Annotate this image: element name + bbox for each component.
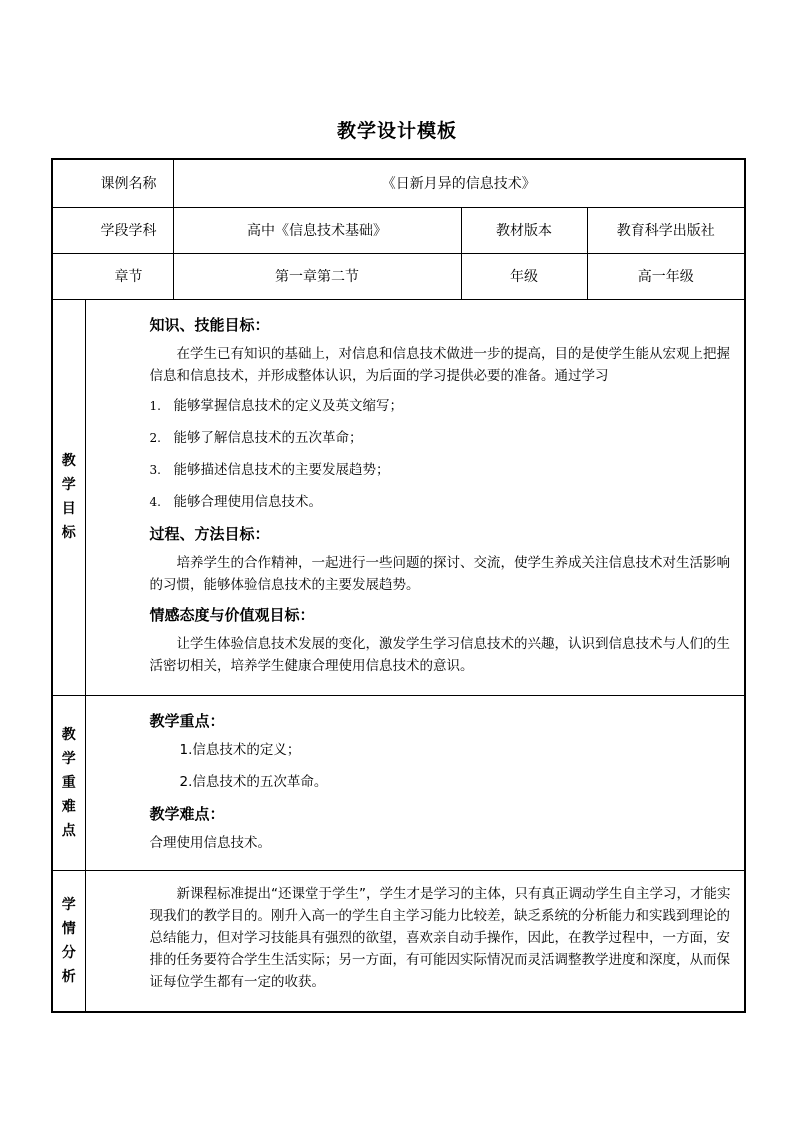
emotion-paragraph: 让学生体验信息技术发展的变化，激发学生学习信息技术的兴趣，认识到信息技术与人们的生活密切相关，培养学生健康合理使用信息技术的意识。 [149, 635, 730, 674]
teaching-goals-side-label: 教 学 目 标 [52, 299, 85, 695]
row-subject [52, 207, 745, 253]
key-item: 2.信息技术的五次革命。 [179, 773, 328, 790]
lesson-name-label: 课例名称 [52, 159, 173, 207]
row-student-analysis [52, 870, 745, 1012]
list-item: 2. 能够了解信息技术的五次革命； [149, 429, 363, 446]
textbook-label: 教材版本 [461, 207, 587, 253]
list-item: 3. 能够描述信息技术的主要发展趋势； [149, 461, 390, 478]
document-title: 教学设计模板 [336, 120, 457, 142]
difficulty-text: 合理使用信息技术。 [149, 834, 271, 851]
key-item: 1.信息技术的定义； [179, 741, 301, 758]
student-analysis-side-label: 学 情 分 析 [52, 870, 85, 1012]
process-paragraph: 培养学生的合作精神，一起进行一些问题的探讨、交流，使学生养成关注信息技术对生活影响的习惯，能够体验信息技术的主要发展趋势。 [149, 554, 730, 593]
difficulty-heading: 教学难点： [149, 804, 225, 823]
subject-label: 学段学科 [52, 207, 173, 253]
grade-label: 年级 [461, 253, 587, 299]
chapter-value: 第一章第二节 [173, 253, 461, 299]
textbook-value: 教育科学出版社 [587, 207, 745, 253]
row-chapter [52, 253, 745, 299]
key-points-content [85, 695, 745, 870]
emotion-heading: 情感态度与价值观目标： [149, 605, 315, 624]
student-analysis-content [85, 870, 745, 1012]
key-heading: 教学重点： [149, 711, 225, 730]
subject-value: 高中《信息技术基础》 [173, 207, 461, 253]
teaching-goals-content [85, 299, 745, 695]
list-item: 1. 能够掌握信息技术的定义及英文缩写； [149, 397, 403, 414]
key-points-side-label: 教 学 重 难 点 [52, 695, 85, 870]
row-teaching-goals [52, 299, 745, 695]
process-heading: 过程、方法目标： [149, 524, 270, 543]
chapter-label: 章节 [52, 253, 173, 299]
knowledge-paragraph: 在学生已有知识的基础上，对信息和信息技术做进一步的提高，目的是使学生能从宏观上把握信息和信息技术，并形成整体认识，为后面的学习提供必要的准备。通过学习 [149, 345, 730, 384]
lesson-design-table [51, 158, 746, 1013]
row-lesson-name [52, 159, 745, 207]
knowledge-list [100, 395, 737, 513]
list-item: 4. 能够合理使用信息技术。 [149, 493, 322, 510]
grade-value: 高一年级 [587, 253, 745, 299]
student-analysis-text: 新课程标准提出“还课堂于学生”，学生才是学习的主体，只有真正调动学生自主学习，才能实现我们的教学目的。刚升入高一的学生自主学习能力比较差，缺乏系统的分析能力和实践到理论的总结能力，但对学习技能具有强烈的欲望，喜欢亲自动手操作，因此，在教学过程中，一方面，安排的任务要符合学生生活实际；另一方面，有可能因实际情况而灵活调整教学进度和深度，从而保证每位学生都有一定的收获。 [149, 885, 731, 990]
lesson-name-value: 《日新月异的信息技术》 [173, 159, 745, 207]
row-key-points [52, 695, 745, 870]
knowledge-heading: 知识、技能目标： [149, 315, 270, 334]
